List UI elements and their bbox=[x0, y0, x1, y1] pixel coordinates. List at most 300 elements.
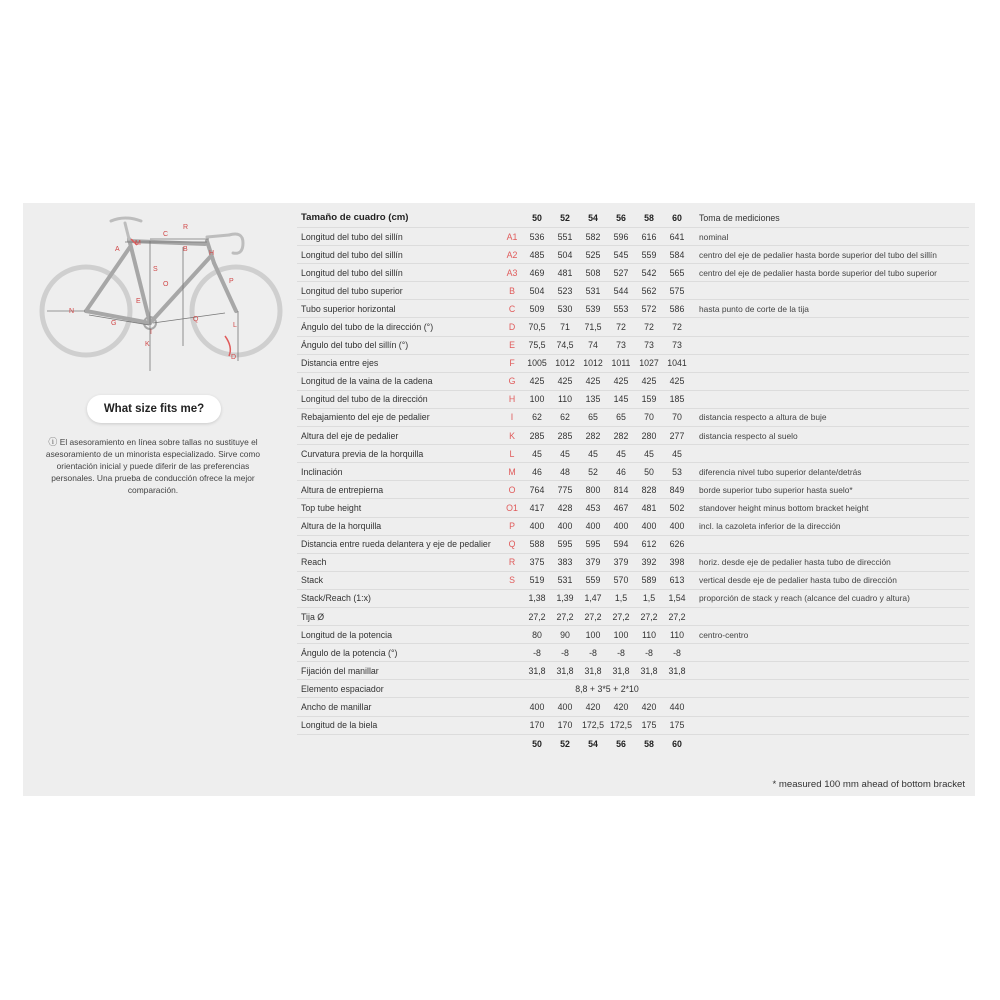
row-value: 523 bbox=[557, 285, 573, 296]
table-row bbox=[297, 264, 969, 282]
row-letter bbox=[505, 644, 519, 661]
row-label: Distancia entre rueda delantera y eje de pedalier bbox=[301, 539, 491, 550]
row-value: 145 bbox=[613, 394, 629, 405]
size-footer: 60 bbox=[672, 738, 682, 749]
row-value: 72 bbox=[672, 322, 682, 333]
row-value: 536 bbox=[529, 231, 545, 242]
row-value: 425 bbox=[613, 376, 629, 387]
row-letter bbox=[505, 626, 519, 643]
row-letter: M bbox=[508, 466, 516, 477]
row-value: 467 bbox=[613, 502, 629, 513]
table-row bbox=[297, 698, 969, 716]
table-header-row bbox=[297, 208, 969, 228]
row-letter bbox=[505, 608, 519, 625]
row-value: 62 bbox=[532, 412, 542, 423]
row-label: Longitud del tubo del sillín bbox=[301, 249, 403, 260]
row-value: 485 bbox=[529, 249, 545, 260]
table-row bbox=[297, 717, 969, 735]
size-header: 58 bbox=[644, 212, 654, 223]
row-value: 100 bbox=[613, 629, 629, 640]
row-label: Fijación del manillar bbox=[301, 665, 379, 676]
row-note: incl. la cazoleta inferior de la dirección bbox=[699, 521, 841, 532]
row-letter: Q bbox=[508, 539, 516, 550]
row-value: 400 bbox=[641, 521, 657, 532]
row-value: -8 bbox=[673, 647, 681, 658]
row-value: 417 bbox=[529, 502, 545, 513]
row-note: distancia respecto al suelo bbox=[699, 430, 798, 441]
row-value: 420 bbox=[585, 701, 601, 712]
row-letter: L bbox=[509, 448, 515, 459]
row-value: 73 bbox=[616, 340, 626, 351]
svg-text:I: I bbox=[150, 329, 152, 336]
row-value: 849 bbox=[669, 484, 685, 495]
row-value: 31,8 bbox=[556, 665, 574, 676]
row-value: 595 bbox=[585, 539, 601, 550]
row-label: Longitud del tubo del sillín bbox=[301, 267, 403, 278]
row-value: 53 bbox=[672, 466, 682, 477]
row-value: 559 bbox=[585, 575, 601, 586]
row-value: 70 bbox=[644, 412, 654, 423]
row-value: -8 bbox=[561, 647, 569, 658]
svg-text:R: R bbox=[183, 224, 189, 231]
row-value: 400 bbox=[669, 521, 685, 532]
row-value: 551 bbox=[557, 231, 573, 242]
row-value: 170 bbox=[557, 720, 573, 731]
row-value: 45 bbox=[672, 448, 682, 459]
row-value: 589 bbox=[641, 575, 657, 586]
row-value: 65 bbox=[616, 412, 626, 423]
row-value: 582 bbox=[585, 231, 601, 242]
svg-text:O: O bbox=[163, 281, 169, 288]
table-row bbox=[297, 536, 969, 554]
row-value: 50 bbox=[644, 466, 654, 477]
row-value: 62 bbox=[560, 412, 570, 423]
row-letter: R bbox=[508, 557, 516, 568]
row-value: 45 bbox=[616, 448, 626, 459]
svg-text:D: D bbox=[231, 354, 237, 361]
row-value: 1,39 bbox=[556, 593, 574, 604]
row-value: 175 bbox=[669, 720, 685, 731]
row-value: -8 bbox=[533, 647, 541, 658]
row-letter: H bbox=[508, 394, 516, 405]
row-value: 440 bbox=[669, 701, 685, 712]
svg-text:C: C bbox=[163, 231, 169, 238]
row-value: 110 bbox=[669, 629, 685, 640]
row-value: 1027 bbox=[639, 358, 659, 369]
row-note: centro-centro bbox=[699, 629, 749, 640]
row-value: 1,54 bbox=[668, 593, 686, 604]
row-note: nominal bbox=[699, 231, 729, 242]
size-header: 54 bbox=[588, 212, 598, 223]
size-header: 60 bbox=[672, 212, 682, 223]
row-value: 509 bbox=[529, 303, 545, 314]
row-letter: K bbox=[509, 430, 515, 441]
row-value: 612 bbox=[641, 539, 657, 550]
row-label: Stack/Reach (1:x) bbox=[301, 593, 371, 604]
row-value: 45 bbox=[560, 448, 570, 459]
row-value: 48 bbox=[560, 466, 570, 477]
svg-text:B: B bbox=[183, 246, 188, 253]
row-value: 588 bbox=[529, 539, 545, 550]
row-label: Distancia entre ejes bbox=[301, 358, 379, 369]
row-label: Stack bbox=[301, 575, 324, 586]
svg-text:L: L bbox=[233, 322, 237, 329]
svg-text:G: G bbox=[111, 320, 117, 327]
row-value: 596 bbox=[613, 231, 629, 242]
row-value: 594 bbox=[613, 539, 629, 550]
svg-text:A: A bbox=[115, 246, 120, 253]
table-row bbox=[297, 246, 969, 264]
size-header: 56 bbox=[616, 212, 626, 223]
row-letter: O1 bbox=[506, 502, 518, 513]
row-value: 1012 bbox=[583, 358, 603, 369]
row-value: 565 bbox=[669, 267, 685, 278]
size-footer: 58 bbox=[644, 738, 654, 749]
row-value: 531 bbox=[585, 285, 601, 296]
row-letter: G bbox=[508, 376, 516, 387]
disclaimer-text: El asesoramiento en línea sobre tallas no sustituye el asesoramiento de un minorista especializado. Sirve como orientación inicial y puede diferir de las preferencias personales. Una prueba de conducción ofrece la mejor comparación. bbox=[45, 437, 261, 495]
row-value: 775 bbox=[557, 484, 573, 495]
row-value: 1012 bbox=[555, 358, 575, 369]
row-value: 375 bbox=[529, 557, 545, 568]
row-value: 100 bbox=[585, 629, 601, 640]
row-value: 1,38 bbox=[528, 593, 546, 604]
row-value: 170 bbox=[529, 720, 545, 731]
row-letter bbox=[505, 680, 519, 697]
svg-text:S: S bbox=[153, 266, 158, 273]
row-value: 400 bbox=[585, 521, 601, 532]
table-row bbox=[297, 228, 969, 246]
measurement-header: Toma de mediciones bbox=[699, 212, 780, 223]
row-value: 400 bbox=[557, 521, 573, 532]
row-value: 72 bbox=[616, 322, 626, 333]
svg-text:P: P bbox=[229, 278, 234, 285]
row-value: -8 bbox=[617, 647, 625, 658]
row-note: diferencia nivel tubo superior delante/detrás bbox=[699, 466, 862, 477]
table-row bbox=[297, 318, 969, 336]
table-footer-row bbox=[297, 735, 969, 753]
row-value: 65 bbox=[588, 412, 598, 423]
row-value: 828 bbox=[641, 484, 657, 495]
row-letter: B bbox=[509, 285, 515, 296]
row-value: 31,8 bbox=[668, 665, 686, 676]
size-header: 52 bbox=[560, 212, 570, 223]
row-label: Longitud de la vaina de la cadena bbox=[301, 376, 433, 387]
row-value: 481 bbox=[557, 267, 573, 278]
row-value: 31,8 bbox=[584, 665, 602, 676]
row-value: 420 bbox=[613, 701, 629, 712]
row-value: 453 bbox=[585, 502, 601, 513]
size-footer: 56 bbox=[616, 738, 626, 749]
row-value: 527 bbox=[613, 267, 629, 278]
row-value: 27,2 bbox=[584, 611, 602, 622]
table-row bbox=[297, 481, 969, 499]
row-value: 282 bbox=[585, 430, 601, 441]
row-value: 110 bbox=[641, 629, 657, 640]
row-value: 595 bbox=[557, 539, 573, 550]
row-note: centro del eje de pedalier hasta borde superior del tubo del sillín bbox=[699, 249, 937, 260]
row-value: 46 bbox=[532, 466, 542, 477]
row-value: 425 bbox=[529, 376, 545, 387]
row-note: hasta punto de corte de la tija bbox=[699, 303, 809, 314]
table-row bbox=[297, 662, 969, 680]
row-label: Altura de entrepierna bbox=[301, 484, 384, 495]
row-value: 31,8 bbox=[528, 665, 546, 676]
bike-geometry-diagram bbox=[33, 211, 283, 376]
row-label: Longitud de la potencia bbox=[301, 629, 392, 640]
row-value: 27,2 bbox=[668, 611, 686, 622]
table-row bbox=[297, 644, 969, 662]
row-value: 71,5 bbox=[584, 322, 602, 333]
row-value: 553 bbox=[613, 303, 629, 314]
row-label: Altura de la horquilla bbox=[301, 521, 382, 532]
row-value: 616 bbox=[641, 231, 657, 242]
table-row bbox=[297, 355, 969, 373]
row-value: 519 bbox=[529, 575, 545, 586]
row-value: 45 bbox=[644, 448, 654, 459]
row-letter: A1 bbox=[506, 231, 518, 242]
footnote: * measured 100 mm ahead of bottom bracket bbox=[772, 779, 965, 790]
row-value: 641 bbox=[669, 231, 685, 242]
row-value: 531 bbox=[557, 575, 573, 586]
table-row bbox=[297, 608, 969, 626]
row-value: 502 bbox=[669, 502, 685, 513]
table-row bbox=[297, 626, 969, 644]
row-note: centro del eje de pedalier hasta borde superior del tubo superior bbox=[699, 267, 937, 278]
row-value: 1,5 bbox=[614, 593, 628, 604]
row-value: 379 bbox=[585, 557, 601, 568]
row-value: 45 bbox=[588, 448, 598, 459]
size-header: 50 bbox=[532, 212, 542, 223]
row-label: Rebajamiento del eje de pedalier bbox=[301, 412, 430, 423]
row-value: -8 bbox=[645, 647, 653, 658]
row-value: 74,5 bbox=[556, 340, 574, 351]
row-label: Top tube height bbox=[301, 502, 362, 513]
row-value: 31,8 bbox=[640, 665, 658, 676]
row-value: 100 bbox=[529, 394, 545, 405]
row-label: Ángulo del tubo del sillín (°) bbox=[301, 340, 409, 351]
row-value: 1011 bbox=[611, 358, 631, 369]
row-letter: A3 bbox=[506, 267, 518, 278]
row-label: Tubo superior horizontal bbox=[301, 303, 396, 314]
row-value: 428 bbox=[557, 502, 573, 513]
row-label: Reach bbox=[301, 557, 327, 568]
row-value: 539 bbox=[585, 303, 601, 314]
row-value: 1,47 bbox=[584, 593, 602, 604]
row-value: 800 bbox=[585, 484, 601, 495]
row-letter: I bbox=[510, 412, 514, 423]
size-footer: 50 bbox=[532, 738, 542, 749]
svg-text:E: E bbox=[136, 298, 141, 305]
row-letter bbox=[505, 717, 519, 734]
row-value: 159 bbox=[641, 394, 657, 405]
row-value: 504 bbox=[557, 249, 573, 260]
row-value: 545 bbox=[613, 249, 629, 260]
row-value: 425 bbox=[641, 376, 657, 387]
row-value: 425 bbox=[669, 376, 685, 387]
row-value: 584 bbox=[669, 249, 685, 260]
table-row bbox=[297, 337, 969, 355]
row-value: 562 bbox=[641, 285, 657, 296]
geometry-panel bbox=[23, 203, 975, 796]
row-letter bbox=[505, 590, 519, 607]
size-footer: 54 bbox=[588, 738, 598, 749]
row-letter: S bbox=[509, 575, 515, 586]
row-value: 175 bbox=[641, 720, 657, 731]
row-value: 400 bbox=[529, 701, 545, 712]
row-label: Inclinación bbox=[301, 466, 343, 477]
table-row bbox=[297, 282, 969, 300]
row-value: 544 bbox=[613, 285, 629, 296]
row-note: standover height minus bottom bracket height bbox=[699, 502, 869, 513]
svg-text:Q: Q bbox=[193, 316, 199, 323]
row-value: 90 bbox=[560, 629, 570, 640]
row-label: Longitud de la biela bbox=[301, 720, 378, 731]
row-value: 45 bbox=[532, 448, 542, 459]
row-value: 27,2 bbox=[640, 611, 658, 622]
row-value: 172,5 bbox=[581, 720, 604, 731]
info-icon: ⓘ bbox=[48, 437, 58, 447]
table-row bbox=[297, 373, 969, 391]
row-value: 135 bbox=[585, 394, 601, 405]
row-letter: O bbox=[508, 484, 516, 495]
row-label: Longitud del tubo del sillín bbox=[301, 231, 403, 242]
svg-text:H: H bbox=[209, 250, 215, 257]
row-letter: P bbox=[509, 521, 515, 532]
row-value: 400 bbox=[529, 521, 545, 532]
row-label: Ángulo de la potencia (°) bbox=[301, 647, 398, 658]
row-value: 504 bbox=[529, 285, 545, 296]
svg-text:N: N bbox=[69, 308, 75, 315]
row-span-value: 8,8 + 3*5 + 2*10 bbox=[575, 683, 639, 694]
row-letter: A2 bbox=[506, 249, 518, 260]
row-note: horiz. desde eje de pedalier hasta tubo de dirección bbox=[699, 557, 891, 568]
row-value: 110 bbox=[557, 394, 573, 405]
table-row bbox=[297, 445, 969, 463]
table-row bbox=[297, 391, 969, 409]
row-value: 80 bbox=[532, 629, 542, 640]
row-letter: D bbox=[508, 322, 516, 333]
row-label: Longitud del tubo de la dirección bbox=[301, 394, 428, 405]
table-row bbox=[297, 572, 969, 590]
row-value: 400 bbox=[613, 521, 629, 532]
row-value: 73 bbox=[672, 340, 682, 351]
row-value: 508 bbox=[585, 267, 601, 278]
row-value: -8 bbox=[589, 647, 597, 658]
row-value: 1041 bbox=[667, 358, 687, 369]
row-letter: E bbox=[509, 340, 515, 351]
row-value: 542 bbox=[641, 267, 657, 278]
row-value: 185 bbox=[669, 394, 685, 405]
row-value: 277 bbox=[669, 430, 685, 441]
row-value: 425 bbox=[557, 376, 573, 387]
row-value: 398 bbox=[669, 557, 685, 568]
row-value: 379 bbox=[613, 557, 629, 568]
row-note: vertical desde eje de pedalier hasta tubo de dirección bbox=[699, 575, 897, 586]
row-value: 172,5 bbox=[609, 720, 632, 731]
row-label: Tija Ø bbox=[301, 611, 325, 622]
row-value: 575 bbox=[669, 285, 685, 296]
row-value: 71 bbox=[560, 322, 570, 333]
row-value: 586 bbox=[669, 303, 685, 314]
row-value: 469 bbox=[529, 267, 545, 278]
row-value: 572 bbox=[641, 303, 657, 314]
row-value: 525 bbox=[585, 249, 601, 260]
row-label: Curvatura previa de la horquilla bbox=[301, 448, 424, 459]
table-row bbox=[297, 300, 969, 318]
row-note: distancia respecto a altura de buje bbox=[699, 412, 827, 423]
row-value: 570 bbox=[613, 575, 629, 586]
frame-size-header: Tamaño de cuadro (cm) bbox=[301, 212, 409, 223]
row-value: 282 bbox=[613, 430, 629, 441]
row-value: 73 bbox=[644, 340, 654, 351]
row-value: 52 bbox=[588, 466, 598, 477]
row-value: 70,5 bbox=[528, 322, 546, 333]
row-note: proporción de stack y reach (alcance del cuadro y altura) bbox=[699, 593, 910, 604]
size-footer: 52 bbox=[560, 738, 570, 749]
row-value: 425 bbox=[585, 376, 601, 387]
row-value: 559 bbox=[641, 249, 657, 260]
row-letter: C bbox=[508, 303, 516, 314]
row-value: 383 bbox=[557, 557, 573, 568]
table-row bbox=[297, 554, 969, 572]
row-value: 1,5 bbox=[642, 593, 656, 604]
svg-text:K: K bbox=[145, 341, 150, 348]
table-row bbox=[297, 463, 969, 481]
row-value: 392 bbox=[641, 557, 657, 568]
row-value: 31,8 bbox=[612, 665, 630, 676]
row-value: 27,2 bbox=[612, 611, 630, 622]
row-value: 72 bbox=[644, 322, 654, 333]
what-size-fits-me-button[interactable]: What size fits me? bbox=[87, 395, 221, 423]
row-value: 285 bbox=[529, 430, 545, 441]
row-value: 814 bbox=[613, 484, 629, 495]
row-value: 46 bbox=[616, 466, 626, 477]
table-row bbox=[297, 680, 969, 698]
row-letter: F bbox=[509, 358, 515, 369]
table-row bbox=[297, 427, 969, 445]
row-value: 626 bbox=[669, 539, 685, 550]
row-value: 75,5 bbox=[528, 340, 546, 351]
row-value: 530 bbox=[557, 303, 573, 314]
row-value: 764 bbox=[529, 484, 545, 495]
table-row bbox=[297, 499, 969, 517]
geometry-table bbox=[297, 208, 969, 753]
row-label: Elemento espaciador bbox=[301, 683, 384, 694]
row-label: Ángulo del tubo de la dirección (°) bbox=[301, 322, 434, 333]
row-value: 285 bbox=[557, 430, 573, 441]
row-value: 280 bbox=[641, 430, 657, 441]
row-value: 74 bbox=[588, 340, 598, 351]
row-value: 481 bbox=[641, 502, 657, 513]
row-note: borde superior tubo superior hasta suelo* bbox=[699, 484, 853, 495]
row-label: Altura del eje de pedalier bbox=[301, 430, 399, 441]
row-value: 27,2 bbox=[528, 611, 546, 622]
row-value: 420 bbox=[641, 701, 657, 712]
row-value: 400 bbox=[557, 701, 573, 712]
size-disclaimer bbox=[35, 436, 271, 496]
row-label: Longitud del tubo superior bbox=[301, 285, 403, 296]
row-value: 613 bbox=[669, 575, 685, 586]
row-value: 70 bbox=[672, 412, 682, 423]
table-row bbox=[297, 518, 969, 536]
table-row bbox=[297, 590, 969, 608]
svg-text:M: M bbox=[135, 240, 141, 247]
table-row bbox=[297, 409, 969, 427]
row-value: 27,2 bbox=[556, 611, 574, 622]
row-value: 1005 bbox=[527, 358, 547, 369]
row-letter bbox=[505, 662, 519, 679]
